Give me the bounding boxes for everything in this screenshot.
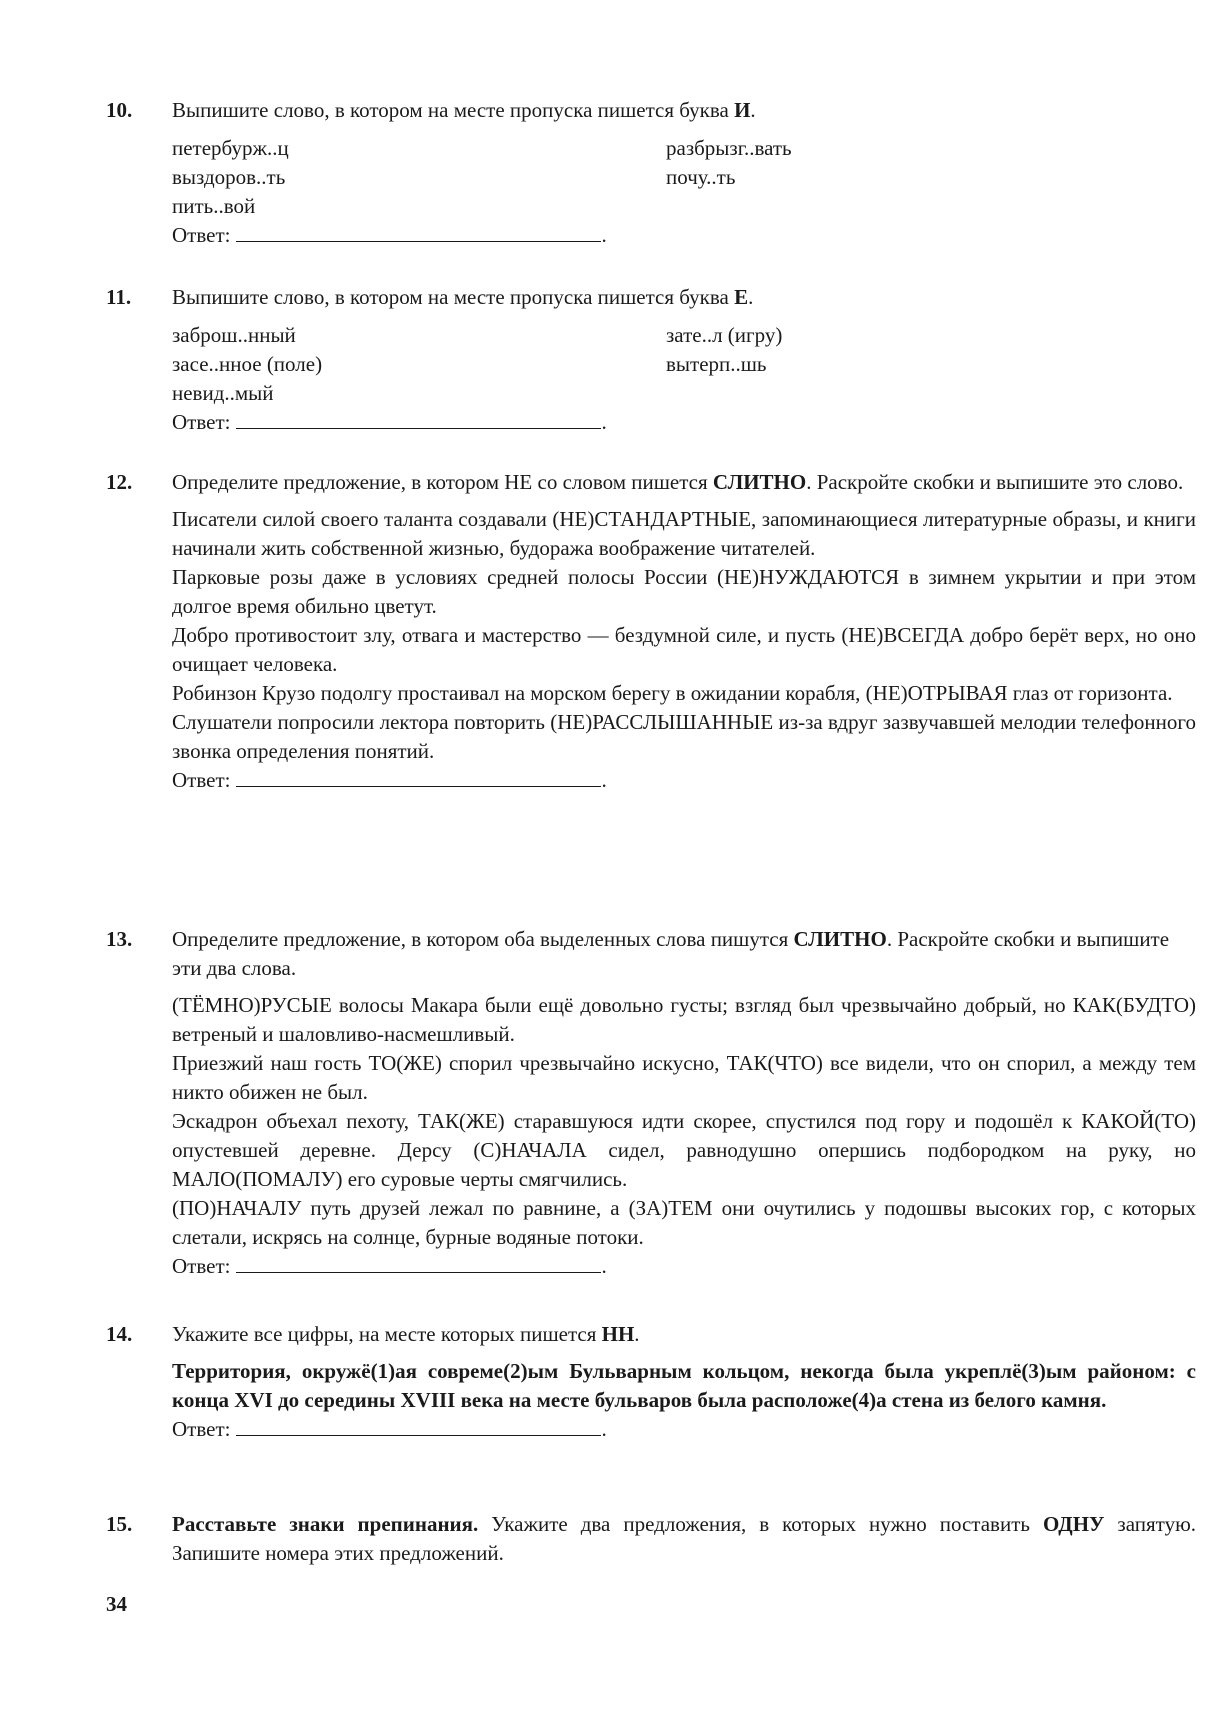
sentences [172, 991, 1196, 1252]
word-option: вытерп..шь [666, 352, 767, 376]
word-options [172, 321, 1196, 408]
answer-field[interactable] [236, 766, 601, 787]
answer-field[interactable] [236, 408, 601, 429]
page-number: 34 [106, 1592, 127, 1616]
answer-row: Ответ: . [172, 1417, 607, 1441]
task-number: 15. [106, 1512, 133, 1536]
task-14 [106, 1320, 1196, 1444]
sentence: (ПО)НАЧАЛУ путь друзей лежал по равнине, а (ЗА)ТЕМ они очутились у подошвы высоких гор, с которых слетали, искрясь на солнце, бурные водяные потоки. [172, 1196, 1196, 1249]
word-option: пить..вой [172, 194, 256, 218]
task-10 [106, 96, 1196, 250]
sentences [172, 505, 1196, 766]
bold-text: Территория, окружё(1)ая совреме(2)ым Бульварным кольцом, некогда была укреплё(3)ым районом: с конца XVI до середины XVIII века на месте бульваров была расположе(4)а стена из белого камня. [172, 1359, 1196, 1412]
task-number: 11. [106, 285, 132, 309]
task-11 [106, 283, 1196, 437]
task-question: Укажите все цифры, на месте которых пишется НН. [172, 1322, 640, 1346]
word-option: зате..л (игру) [666, 323, 783, 347]
word-option: почу..ть [666, 165, 736, 189]
sentence: Робинзон Крузо подолгу простаивал на морском берегу в ожидании корабля, (НЕ)ОТРЫВАЯ глаз от горизонта. [172, 681, 1173, 705]
answer-row: Ответ: . [172, 768, 607, 792]
task-number: 12. [106, 470, 133, 494]
word-option: петербурж..ц [172, 136, 289, 160]
task-number: 14. [106, 1322, 133, 1346]
task-question: Выпишите слово, в котором на месте пропуска пишется буква Е. [172, 285, 754, 309]
task-text [172, 1357, 1196, 1415]
word-option: заброш..нный [172, 323, 296, 347]
word-option: разбрызг..вать [666, 136, 792, 160]
answer-field[interactable] [236, 221, 601, 242]
task-question: Определите предложение, в котором оба выделенных слова пишутся СЛИТНО. Раскройте скобки и выпишите эти два слова. [172, 927, 1170, 980]
word-option: выздоров..ть [172, 165, 286, 189]
sentence: Эскадрон объехал пехоту, ТАК(ЖЕ) старавшуюся идти скорее, спустился под гору и подошёл к КАКОЙ(ТО) опустевшей деревне. Дерсу (С)НАЧАЛА сидел, равнодушно опершись подбородком на руку, но МАЛО(ПОМАЛУ) его суровые черты смягчились. [172, 1109, 1196, 1191]
sentence: Приезжий наш гость ТО(ЖЕ) спорил чрезвычайно искусно, ТАК(ЧТО) все видели, что он спорил, а между тем никто обижен не был. [172, 1051, 1196, 1104]
sentence: (ТЁМНО)РУСЫЕ волосы Макара были ещё довольно густы; взгляд был чрезвычайно добрый, но КАК(БУДТО) ветреный и шаловливо-насмешливый. [172, 993, 1196, 1046]
task-13 [106, 925, 1196, 1281]
answer-field[interactable] [236, 1415, 601, 1436]
sentence: Парковые розы даже в условиях средней полосы России (НЕ)НУЖДАЮТСЯ в зимнем укрытии и при этом долгое время обильно цветут. [172, 565, 1196, 618]
sentence: Добро противостоит злу, отвага и мастерство — бездумной силе, и пусть (НЕ)ВСЕГДА добро берёт верх, но оно очищает человека. [172, 623, 1196, 676]
sentence: Слушатели попросили лектора повторить (НЕ)РАССЛЫШАННЫЕ из-за вдруг зазвучавшей мелодии телефонного звонка определения понятий. [172, 710, 1196, 763]
task-question: Выпишите слово, в котором на месте пропуска пишется буква И. [172, 98, 756, 122]
task-question: Расставьте знаки препинания. Укажите два предложения, в которых нужно поставить ОДНУ запятую. Запишите номера этих предложений. [172, 1512, 1197, 1565]
answer-field[interactable] [236, 1252, 601, 1273]
word-option: засе..нное (поле) [172, 352, 323, 376]
answer-row: Ответ: . [172, 410, 607, 434]
sentence: Писатели силой своего таланта создавали (НЕ)СТАНДАРТНЫЕ, запоминающиеся литературные образы, и книги начинали жить собственной жизнью, будоража воображение читателей. [172, 507, 1196, 560]
task-15 [106, 1510, 1196, 1568]
word-options [172, 134, 1196, 221]
answer-row: Ответ: . [172, 1254, 607, 1278]
task-number: 10. [106, 98, 133, 122]
task-number: 13. [106, 927, 133, 951]
answer-row: Ответ: . [172, 223, 607, 247]
task-question: Определите предложение, в котором НЕ со словом пишется СЛИТНО. Раскройте скобки и выпишите это слово. [172, 470, 1184, 494]
word-option: невид..мый [172, 381, 274, 405]
task-12 [106, 468, 1196, 795]
